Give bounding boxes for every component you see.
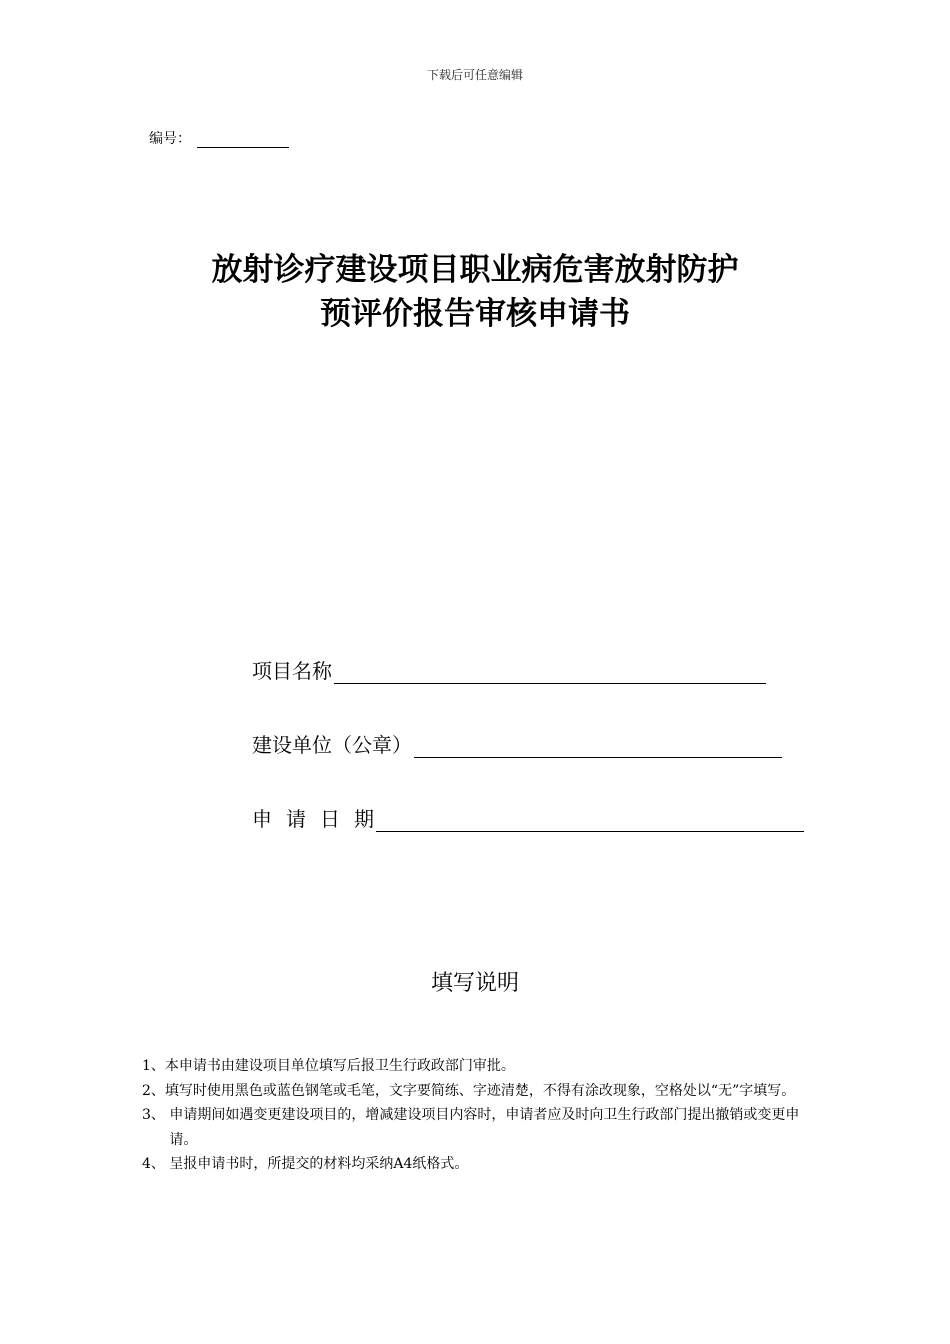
construction-unit-blank — [414, 735, 782, 758]
construction-unit-field — [252, 730, 782, 758]
document-title — [0, 248, 950, 336]
title-line-1: 放射诊疗建设项目职业病危害放射防护 — [211, 252, 739, 288]
page-header-note: 下载后可任意编辑 — [426, 68, 523, 82]
title-line-2: 预评价报告审核申请书 — [320, 296, 630, 332]
instruction-number: 3、 — [142, 1107, 170, 1123]
instructions-title: 填写说明 — [430, 971, 519, 996]
instruction-number: 2、 — [142, 1082, 165, 1099]
serial-number-field — [149, 128, 289, 148]
application-date-field — [252, 804, 804, 832]
serial-number-label: 编号： — [149, 131, 191, 147]
project-name-label: 项目名称 — [252, 659, 332, 683]
instruction-item-3 — [142, 1103, 812, 1152]
application-date-label: 申请日期 — [252, 807, 388, 831]
instruction-item-4 — [142, 1152, 812, 1177]
instruction-text: 申请期间如遇变更建设项目的，增减建设项目内容时，申请者应及时向卫生行政部门提出撤销或变更申请。 — [169, 1107, 800, 1148]
instruction-number: 4、 — [142, 1156, 170, 1172]
project-name-blank — [334, 661, 766, 684]
instructions-list — [142, 1054, 812, 1177]
serial-number-blank — [197, 133, 289, 148]
instruction-text: 呈报申请书时，所提交的材料均采纳A4纸格式。 — [169, 1156, 469, 1172]
application-date-blank — [376, 809, 804, 832]
instruction-text: 填写时使用黑色或蓝色钢笔或毛笔，文字要简练、字迹清楚，不得有涂改现象，空格处以“无”字填写。 — [164, 1082, 796, 1099]
instruction-number: 1、 — [142, 1058, 165, 1074]
project-name-field — [252, 656, 766, 684]
instruction-item-1 — [142, 1054, 812, 1079]
instruction-text: 本申请书由建设项目单位填写后报卫生行政政部门审批。 — [164, 1058, 515, 1074]
instruction-item-2 — [142, 1079, 812, 1104]
construction-unit-label: 建设单位（公章） — [252, 733, 412, 757]
